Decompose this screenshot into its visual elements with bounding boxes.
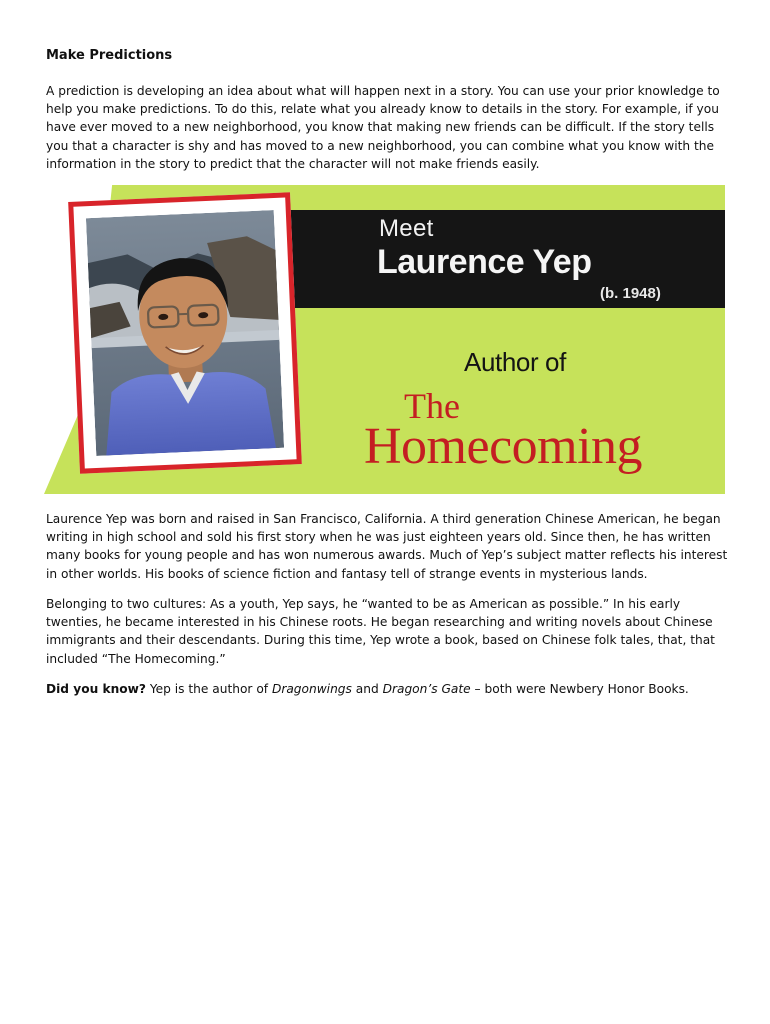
did-you-know-label: Did you know? bbox=[46, 682, 146, 696]
book-title-dragons-gate: Dragon’s Gate bbox=[382, 682, 471, 696]
banner-author-name: Laurence Yep bbox=[377, 243, 592, 281]
banner-birth-year: (b. 1948) bbox=[600, 285, 661, 302]
author-portrait-image bbox=[86, 210, 284, 456]
author-banner bbox=[44, 185, 725, 494]
author-photo bbox=[86, 210, 284, 456]
cultures-paragraph: Belonging to two cultures: As a youth, Yep says, he “wanted to be as American as possible.” In his early twenties, he became interested in his Chinese roots. He began researching and writing novels about Chinese immigrants and their descendants. During this time, Yep wrote a book, based on Chinese folk tales, that, that included “The Homecoming.” bbox=[46, 597, 715, 666]
section-heading: Make Predictions bbox=[46, 48, 173, 63]
banner-author-of: Author of bbox=[464, 347, 566, 377]
book-title-dragonwings: Dragonwings bbox=[271, 682, 352, 696]
did-you-know-paragraph bbox=[46, 680, 736, 698]
banner-meet-text: Meet bbox=[379, 215, 434, 242]
did-you-know-tail: – both were Newbery Honor Books. bbox=[470, 682, 689, 696]
did-you-know-mid: and bbox=[351, 682, 383, 696]
bio-paragraph: Laurence Yep was born and raised in San Francisco, California. A third generation Chinese American, he began writing in high school and sold his first story when he was just eighteen years old. Since then, he has written many books for young people and has won numerous awards. Much of Yep’s subject matter reflects his interest in other worlds. His books of science fiction and fantasy tell of strange events in mysterious lands. bbox=[46, 512, 728, 581]
banner-book-title-main: Homecoming bbox=[364, 418, 643, 475]
intro-paragraph: A prediction is developing an idea about what will happen next in a story. You can use your prior knowledge to help you make predictions. To do this, relate what you already know to details in the story. For example, if you have ever moved to a new neighborhood, you know that making new friends can be difficult. If the story tells you that a character is shy and has moved to a new neighborhood, you can combine what you know with the information in the story to predict that the character will not make friends easily. bbox=[46, 84, 720, 171]
banner-book-title-the: The bbox=[404, 386, 460, 426]
did-you-know-lead: Yep is the author of bbox=[145, 682, 272, 696]
author-photo-frame bbox=[68, 192, 302, 473]
